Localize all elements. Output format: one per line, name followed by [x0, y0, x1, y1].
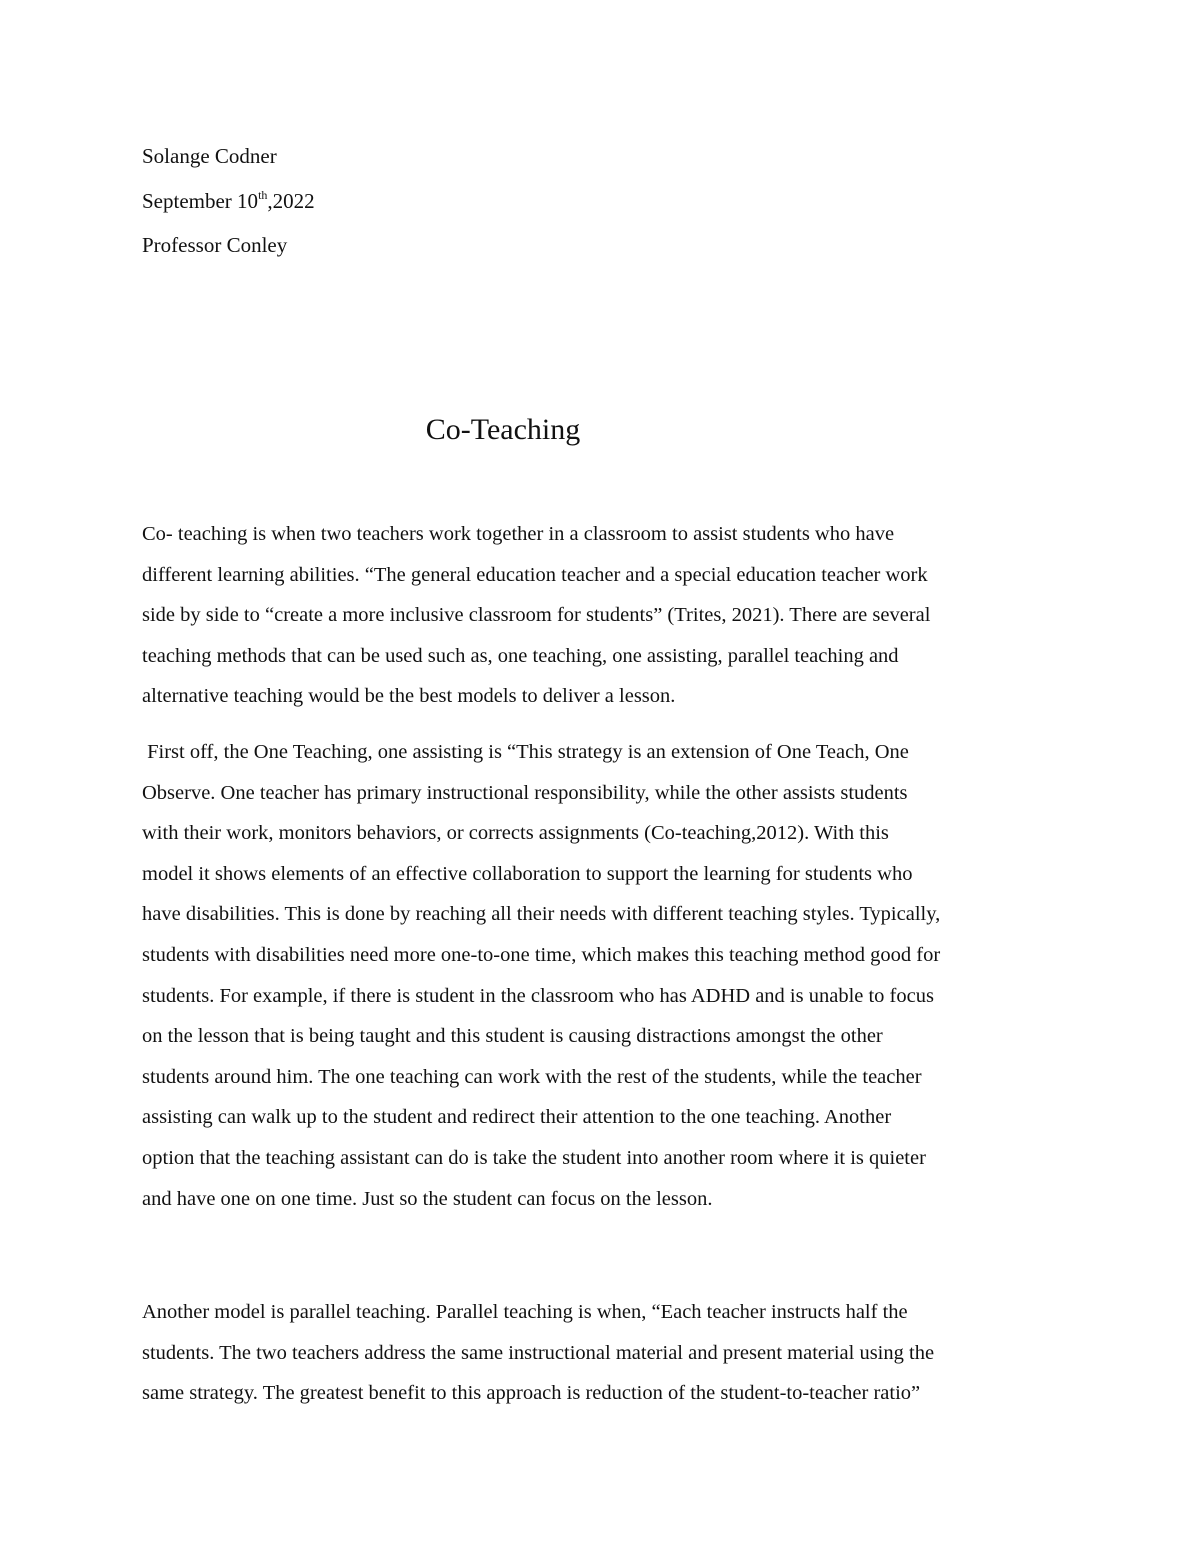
paragraph-line: alternative teaching would be the best models to deliver a lesson.	[142, 685, 676, 708]
paragraph-line: teaching methods that can be used such as, one teaching, one assisting, parallel teaching and	[142, 644, 899, 667]
paragraph-line: Co- teaching is when two teachers work together in a classroom to assist students who have	[142, 523, 895, 545]
paragraph-line: assisting can walk up to the student and redirect their attention to the one teaching. Another	[142, 1106, 892, 1129]
paragraph-line: students. The two teachers address the same instructional material and present material using the	[142, 1341, 935, 1364]
paragraph-line: model it shows elements of an effective collaboration to support the learning for students who	[142, 862, 913, 885]
author-name: Solange Codner	[142, 144, 277, 168]
document-title: Co-Teaching	[425, 413, 581, 446]
date-suffix: ,2022	[267, 189, 315, 213]
date-superscript: th	[258, 188, 268, 202]
paragraph-line: option that the teaching assistant can do is take the student into another room where it is quieter	[142, 1146, 926, 1169]
paragraph-line: students around him. The one teaching can work with the rest of the students, while the teacher	[142, 1065, 922, 1088]
paragraph-intro	[142, 514, 1062, 717]
paragraph-line: Another model is parallel teaching. Parallel teaching is when, “Each teacher instructs half the	[142, 1301, 908, 1323]
paragraph-line: students. For example, if there is student in the classroom who has ADHD and is unable to focus	[142, 984, 934, 1007]
paragraph-line: different learning abilities. “The general education teacher and a special education teacher work	[142, 563, 928, 586]
paragraph-line: have disabilities. This is done by reaching all their needs with different teaching styles. Typically,	[142, 903, 941, 926]
paragraph-one-teach-one-assist	[142, 732, 1062, 1219]
professor-name: Professor Conley	[142, 233, 288, 257]
paragraph-line: First off, the One Teaching, one assisting is “This strategy is an extension of One Teach, One	[142, 741, 909, 763]
date-prefix: September 10	[142, 189, 259, 213]
paragraph-line: students with disabilities need more one-to-one time, which makes this teaching method good for	[142, 943, 941, 966]
paragraph-line: side by side to “create a more inclusive classroom for students” (Trites, 2021). There are several	[142, 604, 931, 627]
paragraph-line: with their work, monitors behaviors, or corrects assignments (Co-teaching,2012). With this	[142, 822, 889, 845]
paragraph-line: on the lesson that is being taught and this student is causing distractions amongst the other	[142, 1025, 883, 1048]
paragraph-line: Observe. One teacher has primary instructional responsibility, while the other assists students	[142, 781, 908, 804]
essay-date	[142, 188, 315, 214]
paragraph-line: same strategy. The greatest benefit to this approach is reduction of the student-to-teacher ratio”	[142, 1382, 921, 1405]
paragraph-line: and have one on one time. Just so the student can focus on the lesson.	[142, 1187, 713, 1210]
paragraph-parallel-teaching	[142, 1292, 1062, 1414]
